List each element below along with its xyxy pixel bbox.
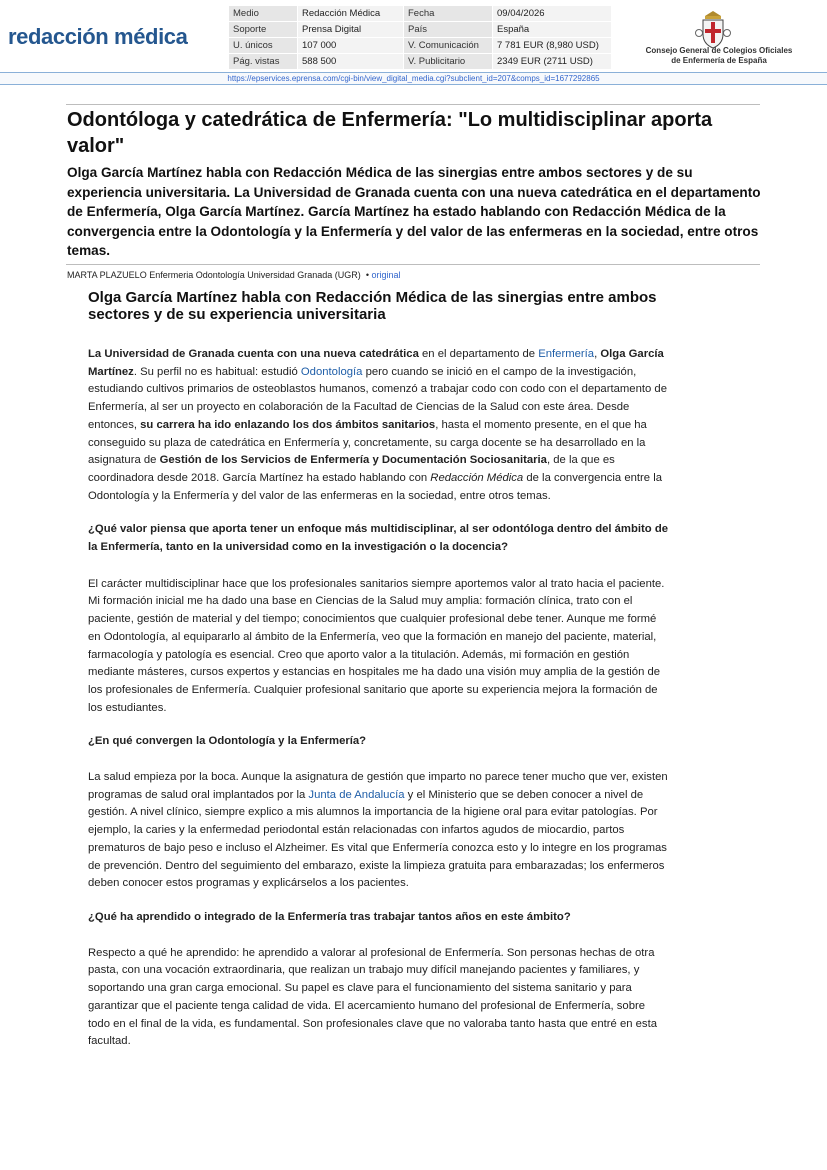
metadata-value: 09/04/2026: [493, 6, 612, 22]
publication-logo: redacción médica: [8, 24, 188, 49]
metadata-key: Soporte: [229, 22, 298, 38]
organization-name: [637, 46, 801, 66]
bold-text: La Universidad de Granada cuenta con una nueva catedrática: [88, 348, 419, 360]
article-title: Odontóloga y catedrática de Enfermería: "Lo multidisciplinar aporta valor": [67, 109, 713, 157]
interview-answer: [88, 769, 668, 893]
metadata-value: Prensa Digital: [298, 22, 404, 38]
interview-question: ¿Qué ha aprendido o integrado de la Enfermería tras trabajar tantos años en este ámbito?: [88, 910, 571, 923]
interview-answer: Respecto a qué he aprendido: he aprendido a valorar al profesional de Enfermería. Son personas hechas de otra pasta, con una vocación extraordinaria, que realizan un trabajo muy difícil manejando pacientes y familiares, y soportando una gran carga emocional. Su papel es clave para el funcionamiento del sistema sanitario y para garantizar que el paciente tenga calidad de vida. El acercamiento humano del profesional de Enfermería, sobre todo en el final de la vida, es fundamental. Son profesionales clave que no valoraba tanto hasta que entré en esta facultad.: [88, 946, 658, 1048]
metadata-key: País: [404, 22, 493, 38]
intro-paragraph: [88, 346, 668, 505]
metadata-row: [229, 38, 612, 54]
text-run: La salud empieza por la boca. Aunque la asignatura de gestión que imparto no parece tener mucho que ver, existen programas de salud oral implantados por la: [88, 771, 668, 801]
metadata-row: [229, 6, 612, 22]
text-run: . Su perfil no es habitual: estudió: [133, 365, 301, 378]
title-top-divider: [66, 104, 760, 105]
article-body: [88, 290, 668, 1067]
metadata-value: 107 000: [298, 38, 404, 54]
byline-text: MARTA PLAZUELO Enfermeria Odontología Universidad Granada (UGR): [67, 270, 361, 280]
junta-andalucia-link[interactable]: Junta de Andalucía: [308, 788, 405, 801]
odontologia-link[interactable]: Odontología: [300, 365, 363, 378]
crest-icon: [694, 9, 732, 51]
text-run: ,: [594, 348, 601, 360]
bold-text: su carrera ha ido enlazando los dos ámbitos sanitarios: [140, 418, 436, 431]
article-summary: Olga García Martínez habla con Redacción Médica de las sinergias entre ambos sectores y de su experiencia universitaria. La Universidad de Granada cuenta con una nueva catedrática en el departamento de Enfermería, Olga García Martínez. García Martínez ha estado hablando con Redacción Médica de la convergencia entre la Odontología y la Enfermería y del valor de las enfermeras en la sociedad, entre otros temas.: [67, 165, 761, 259]
original-link[interactable]: original: [371, 270, 401, 280]
metadata-key: V. Publicitario: [404, 54, 493, 70]
article-subtitle: Olga García Martínez habla con Redacción Médica de las sinergias entre ambos sectores y de su experiencia universitaria: [88, 289, 657, 323]
metadata-value: 7 781 EUR (8,980 USD): [493, 38, 612, 54]
summary-bottom-divider: [66, 264, 760, 265]
italic-text: Redacción Médica: [430, 471, 524, 484]
metadata-value: 588 500: [298, 54, 404, 70]
metadata-row: [229, 22, 612, 38]
text-run: en el departamento de: [418, 348, 539, 360]
metadata-value: España: [493, 22, 612, 38]
media-metadata-table: [228, 5, 612, 70]
source-url-link[interactable]: https://epservices.eprensa.com/cgi-bin/view_digital_media.cgi?subclient_id=207&comps_id=1677292865: [0, 72, 827, 85]
text-run: , hasta el momento presente, en el que ha conseguido su plaza de catedrática en Enfermería y, concretamente, su carga docente se ha desarrollado en la asignatura de: [88, 418, 647, 467]
interview-question: ¿Qué valor piensa que aporta tener un enfoque más multidisciplinar, al ser odontóloga dentro del ámbito de la Enfermería, tanto en la universidad como en la investigación o la docencia?: [88, 523, 669, 554]
article-byline: [67, 270, 761, 280]
text-run: de la convergencia entre la Odontología y la Enfermería y del valor de las enfermeras en la sociedad, entre otros temas.: [88, 471, 663, 502]
metadata-value: Redacción Médica: [298, 6, 404, 22]
text-run: y el Ministerio que se deben conocer a nivel de gestión. A nivel clínico, siempre explico a mis alumnos la importancia de la higiene oral para evitar patologías. Por ejemplo, la caries y la enfermedad periodontal están relacionadas con infartos agudos de miocardio, partos prematuros de bajo peso e incluso el Alzheimer. Es vital que Enfermería conozca esto y lo integre en los programas de prevención. Dentro del seguimiento del embarazo, existe la limpieza gratuita para embarazadas; los enfermeros deben conocer estos programas y explicárselos a los pacientes.: [88, 788, 667, 890]
interview-question: ¿En qué convergen la Odontología y la Enfermería?: [88, 735, 367, 748]
metadata-key: Fecha: [404, 6, 493, 22]
bold-text: Olga García Martínez: [88, 348, 664, 378]
metadata-row: [229, 54, 612, 70]
metadata-key: V. Comunicación: [404, 38, 493, 54]
metadata-key: Pág. vistas: [229, 54, 298, 70]
interview-answer: El carácter multidisciplinar hace que los profesionales sanitarios siempre aportemos valor al trato hacia el paciente. Mi formación inicial me ha dado una base en Ciencias de la Salud muy amplia: formación clínica, trato con el paciente, gestión de material y del tiempo; conocimientos que cualquier profesional debe tener. Aunque me formé en Odontología, al equipararlo al ámbito de la Enfermería, veo que la formación en manejo del paciente, material, farmacología y patología es esencial. Creo que aporto valor a la titulación. Además, mi formación en gestión mediante másteres, cursos expertos y estancias en hospitales me ha dado una visión muy amplia de la gestión de los profesionales de Enfermería. Cualquier profesional sanitario que aporte su experiencia mejora la formación de los estudiantes.: [88, 577, 665, 714]
text-run: pero cuando se inició en el campo de la investigación, estudiando cultivos primarios de osteoblastos humanos, comenzó a trabajar codo con codo con el departamento de Enfermería, al ser un proyecto en colaboración de la Facultad de Ciencias de la Salud con este área. Desde entonces,: [88, 365, 667, 431]
bold-text: Gestión de los Servicios de Enfermería y Documentación Sociosanitaria: [159, 454, 547, 467]
metadata-key: Medio: [229, 6, 298, 22]
byline-separator: •: [365, 270, 369, 280]
organization-name-line: de Enfermería de España: [671, 56, 767, 65]
metadata-value: 2349 EUR (2711 USD): [493, 54, 612, 70]
enfermeria-link[interactable]: Enfermería: [538, 348, 595, 360]
organization-name-line: Consejo General de Colegios Oficiales: [645, 46, 793, 55]
metadata-key: U. únicos: [229, 38, 298, 54]
header: [0, 0, 827, 84]
text-run: , de la que es coordinadora desde 2018. García Martínez ha estado hablando con: [88, 454, 615, 484]
